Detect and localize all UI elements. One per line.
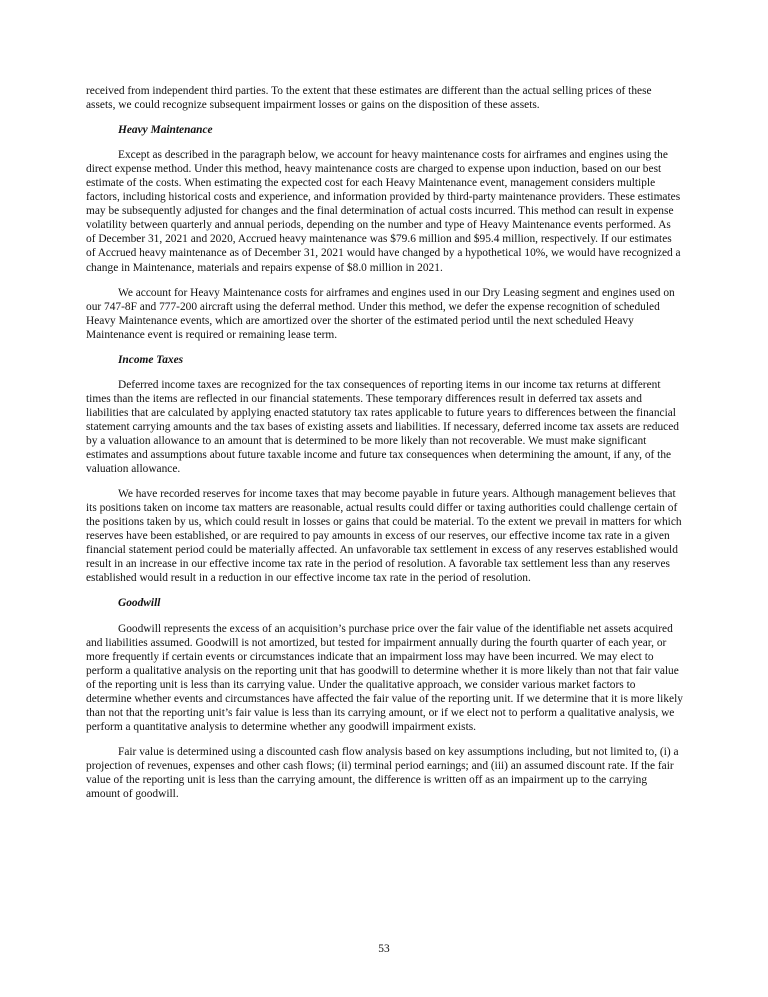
heading-heavy-maintenance: Heavy Maintenance <box>118 124 213 137</box>
document-page <box>86 84 683 801</box>
paragraph-income-taxes-1: Deferred income taxes are recognized for the tax consequences of reporting items in our income tax returns at different times than the items are reflected in our financial statements. These temporary differences result in deferred tax assets and liabilities that are calculated by applying enacted statutory tax rates applicable to future years to differences between the financial statement carrying amounts and the tax bases of existing assets and liabilities. If necessary, deferred income tax assets are reduced by a valuation allowance to an amount that is determined to be more likely than not recoverable. We must make significant estimates and assumptions about future taxable income and future tax consequences when determining the amount, if any, of the valuation allowance. <box>86 378 679 476</box>
paragraph-heavy-maintenance-2: We account for Heavy Maintenance costs for airframes and engines used in our Dry Leasing segment and engines used on our 747-8F and 777-200 aircraft using the deferral method. Under this method, we defer the expense recognition of scheduled Heavy Maintenance events, which are amortized over the shorter of the estimated period until the next scheduled Heavy Maintenance event is required or remaining lease term. <box>86 286 675 341</box>
paragraph-goodwill-2: Fair value is determined using a discounted cash flow analysis based on key assumptions including, but not limited to, (i) a projection of revenues, expenses and other cash flows; (ii) terminal period earnings; and (iii) an assumed discount rate. If the fair value of the reporting unit is less than the carrying amount, the difference is written off as an impairment up to the carrying amount of goodwill. <box>86 745 679 801</box>
paragraph-income-taxes-2: We have recorded reserves for income taxes that may become payable in future years. Although management believes that its positions taken on income tax matters are reasonable, actual results could differ or taxing authorities could challenge certain of the positions taken by us, which could result in losses or gains that could be material. To the extent we prevail in matters for which reserves have been established, or are required to pay amounts in excess of our reserves, our effective income tax rate in a given financial statement period could be materially affected. An unfavorable tax settlement in excess of any reserves established would result in an increase in our effective income tax rate in the period of resolution. A favorable tax settlement less than any reserves established would result in a reduction in our effective income tax rate in the period of resolution. <box>86 488 682 585</box>
heading-income-taxes: Income Taxes <box>118 353 184 366</box>
page-number: 53 <box>378 943 390 955</box>
paragraph-heavy-maintenance-1: Except as described in the paragraph below, we account for heavy maintenance costs for airframes and engines using the direct expense method. Under this method, heavy maintenance costs are charged to expense upon induction, based on our best estimate of the costs. When estimating the expected cost for each Heavy Maintenance event, management considers multiple factors, including historical costs and experience, and information provided by third-party maintenance providers. These estimates may be subsequently adjusted for changes and the final determination of actual costs incurred. This method can result in expense volatility between quarterly and annual periods, depending on the number and type of Heavy Maintenance events performed. As of December 31, 2021 and 2020, Accrued heavy maintenance was $79.6 million and $95.4 million, respectively. If our estimates of Accrued heavy maintenance as of December 31, 2021 would have changed by a hypothetical 10%, we would have recognized a change in Maintenance, materials and repairs expense of $8.0 million in 2021. <box>86 149 681 274</box>
heading-goodwill: Goodwill <box>118 597 161 610</box>
intro-paragraph: received from independent third parties. To the extent that these estimates are different than the actual selling prices of these assets, we could recognize subsequent impairment losses or gains on the disposition of these assets. <box>86 85 652 112</box>
paragraph-goodwill-1: Goodwill represents the excess of an acquisition’s purchase price over the fair value of the identifiable net assets acquired and liabilities assumed. Goodwill is not amortized, but tested for impairment annually during the fourth quarter of each year, or more frequently if certain events or circumstances indicate that an impairment loss may have been incurred. We may elect to perform a qualitative analysis on the reporting unit that has goodwill to determine whether it is more likely than not that fair value of the reporting unit is less than its carrying value. Under the qualitative approach, we consider various market factors to determine whether events and circumstances have affected the fair value of the reporting unit. If we determine that it is more likely than not that the reporting unit’s fair value is less than its carrying amount, or if we elect not to perform a qualitative analysis, we perform a quantitative analysis to determine whether any goodwill impairment exists. <box>86 622 683 733</box>
